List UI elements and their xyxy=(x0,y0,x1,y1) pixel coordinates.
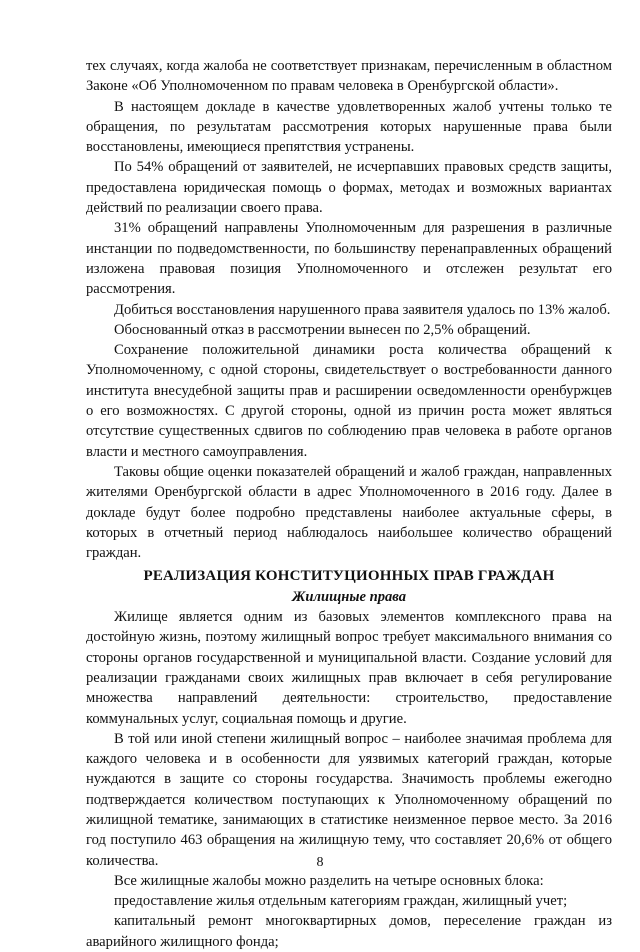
document-page xyxy=(86,56,612,952)
paragraph: Добиться восстановления нарушенного права заявителя удалось по 13% жалоб. xyxy=(114,301,611,318)
paragraph: капитальный ремонт многоквартирных домов, переселение граждан из аварийного жилищного фонда; xyxy=(86,913,612,950)
paragraph: предоставление жилья отдельным категориям граждан, жилищный учет; xyxy=(114,893,568,910)
subsection-title: Жилищные права xyxy=(291,588,407,605)
section-title: РЕАЛИЗАЦИЯ КОНСТИТУЦИОННЫХ ПРАВ ГРАЖДАН xyxy=(143,568,555,585)
paragraph: Таковы общие оценки показателей обращений и жалоб граждан, направленных жителями Оренбургской области в адрес Уполномоченного в 2016 году. Далее в докладе будут более подробно представлены наиболее актуальные сферы, в которых в отчетный период наблюдалось наибольшее количество обращений граждан. xyxy=(86,463,612,562)
paragraph: Сохранение положительной динамики роста количества обращений к Уполномоченному, с одной стороны, свидетельствует о востребованности данного института внесудебной защиты прав и расширении осведомленности оренбуржцев о его возможностях. С другой стороны, одной из причин роста может являться отсутствие существенных сдвигов по соблюдению прав человека в работе органов власти и местного самоуправления. xyxy=(86,342,612,460)
paragraph: Обоснованный отказ в рассмотрении вынесен по 2,5% обращений. xyxy=(114,321,531,338)
paragraph: Жилище является одним из базовых элементов комплексного права на достойную жизнь, поэтому жилищный вопрос требует максимального внимания со стороны органов государственной и муниципальной власти. Создание условий для реализации гражданами своих жилищных прав включает в себя регулирование множества направлений деятельности: строительство, предоставление коммунальных услуг, социальная помощь и другие. xyxy=(86,609,612,727)
paragraph: Все жилищные жалобы можно разделить на четыре основных блока: xyxy=(114,872,544,889)
paragraph: В настоящем докладе в качестве удовлетворенных жалоб учтены только те обращения, по результатам рассмотрения которых нарушенные права были восстановлены, имеющиеся препятствия устранены. xyxy=(86,98,612,156)
page-number: 8 xyxy=(316,855,324,870)
paragraph: В той или иной степени жилищный вопрос – наиболее значимая проблема для каждого человека и в особенности для уязвимых категорий граждан, которые нуждаются в защите со стороны государства. Значимость проблемы ежегодно подтверждается количеством поступающих к Уполномоченному обращений по жилищной тематике, занимающих в статистике неизменное первое место. За 2016 год поступило 463 обращения на жилищную тему, что составляет 20,6% от общего количества. xyxy=(86,730,612,869)
paragraph: тех случаях, когда жалоба не соответствует признакам, перечисленным в областном Законе «Об Уполномоченном по правам человека в Оренбургской области». xyxy=(86,58,612,95)
paragraph: По 54% обращений от заявителей, не исчерпавших правовых средств защиты, предоставлена юридическая помощь о формах, методах и возможных вариантах действий по реализации своего права. xyxy=(86,159,612,217)
paragraph: 31% обращений направлены Уполномоченным для разрешения в различные инстанции по подведомственности, по большинству перенаправленных обращений изложена правовая позиция Уполномоченного и отслежен результат его рассмотрения. xyxy=(86,220,612,298)
